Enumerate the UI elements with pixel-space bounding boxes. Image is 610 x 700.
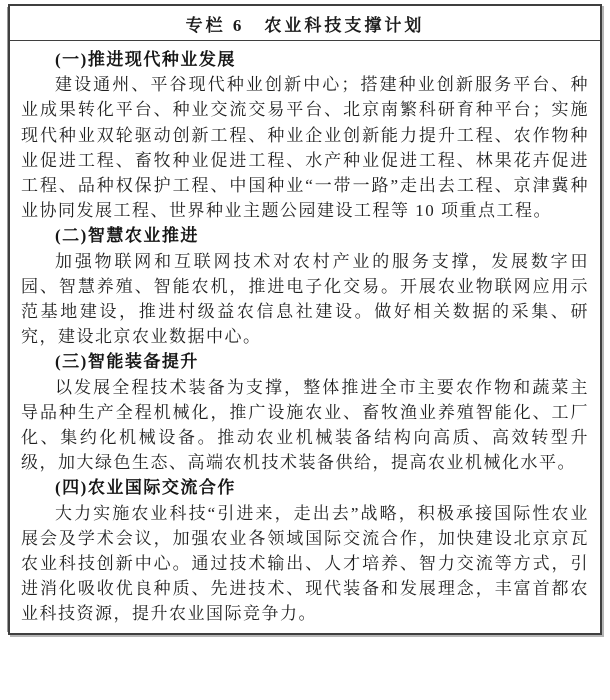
section-paragraph-1: 建设通州、平谷现代种业创新中心；搭建种业创新服务平台、种业成果转化平台、种业交流交易平台、北京南繁科研育种平台；实施现代种业双轮驱动创新工程、种业企业创新能力提升工程、农作物种业促进工程、畜牧种业促进工程、水产种业促进工程、林果花卉促进工程、品种权保护工程、中国种业“一带一路”走出去工程、京津冀种业协同发展工程、世界种业主题公园建设工程等 10 项重点工程。 — [21, 75, 589, 221]
section-heading-2: (二)智慧农业推进 — [55, 226, 199, 246]
section-heading-3: (三)智能装备提升 — [55, 352, 199, 372]
section-paragraph-4: 大力实施农业科技“引进来，走出去”战略，积极承接国际性农业展会及学术会议，加强农业各领域国际交流合作，加快建设北京京瓦农业科技创新中心。通过技术输出、人才培养、智力交流等方式，引进消化吸收优良种质、先进技术、现代装备和发展理念，丰富首都农业科技资源，提升农业国际竞争力。 — [21, 503, 589, 624]
section-heading-1: (一)推进现代种业发展 — [55, 50, 236, 69]
section-paragraph-2: 加强物联网和互联网技术对农村产业的服务支撑，发展数字田园、智慧养殖、智能农机，推进电子化交易。开展农业物联网应用示范基地建设，推进村级益农信息社建设。做好相关数据的采集、研究，建设北京农业数据中心。 — [21, 251, 589, 347]
section-paragraph-3: 以发展全程技术装备为支撑，整体推进全市主要农作物和蔬菜主导品种生产全程机械化，推广设施农业、畜牧渔业养殖智能化、工厂化、集约化机械设备。推动农业机械装备结构向高质、高效转型升级，加大绿色生态、高端农机技术装备供给，提高农业机械化水平。 — [21, 377, 589, 473]
section-heading-4: (四)农业国际交流合作 — [55, 478, 236, 498]
panel-body — [10, 41, 600, 633]
column-box — [8, 4, 602, 635]
panel-title: 专栏 6 农业科技支撑计划 — [10, 6, 600, 41]
